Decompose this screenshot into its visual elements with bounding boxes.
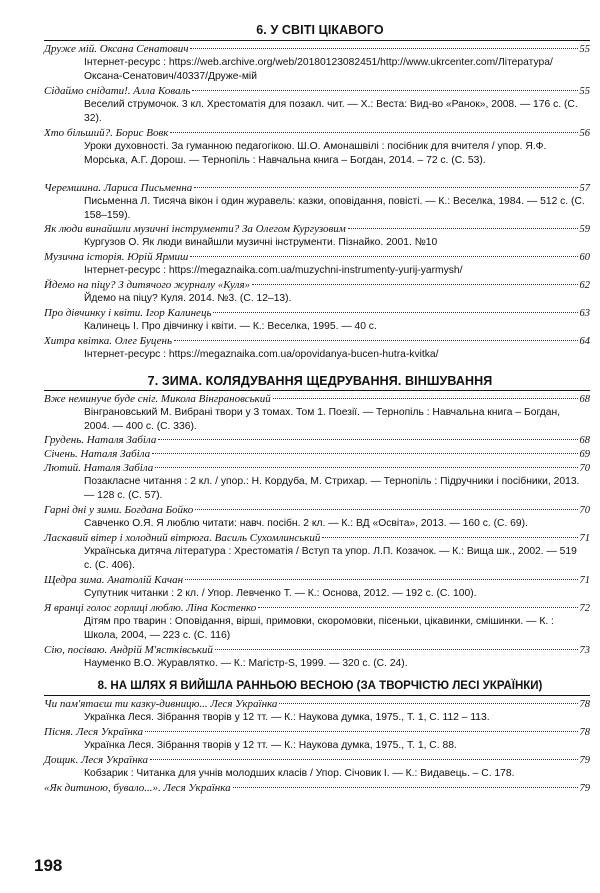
entry-source: Йдемо на піцу? Куля. 2014. №3. (С. 12–13).	[84, 293, 292, 304]
entry-title: Вже неминуче буде сніг. Микола Вінграновський	[44, 393, 271, 405]
entry-source: Дітям про тварин : Оповідання, вірші, примовки, скоромовки, пісеньки, цікавинки, смішинки. — К. : Школа, 2004, — 223 с. (С. 116)	[84, 616, 554, 642]
entry-source: Письменна Л. Тисяча вікон і один журавель: казки, оповідання, повісті. — К.: Веселка, 1984. — 512 с. (С. 158–159).	[84, 196, 585, 222]
toc-entry	[44, 781, 590, 795]
leader-dots	[170, 132, 577, 133]
entry-page: 78	[579, 727, 590, 738]
entry-title: Щедра зима. Анатолій Качан	[44, 574, 184, 586]
toc-entry	[44, 250, 590, 278]
entry-title: Чи пам'ятаєш ти казку-дивницю... Леся Українка	[44, 698, 278, 710]
leader-dots	[273, 398, 578, 399]
entry-page: 63	[579, 308, 590, 319]
toc-entry	[44, 278, 590, 306]
leader-dots	[158, 439, 577, 440]
entry-title: Січень. Наталя Забіла	[44, 448, 151, 460]
leader-dots	[194, 187, 577, 188]
toc-entry	[44, 392, 590, 435]
entry-page: 79	[579, 755, 590, 766]
section-title: 6. У СВІТІ ЦІКАВОГО	[256, 23, 384, 37]
entry-page: 73	[579, 645, 590, 656]
entry-source: Кургузов О. Як люди винайшли музичні інструменти. Пізнайко. 2001. №10	[84, 237, 438, 248]
entry-page: 55	[579, 86, 590, 97]
entry-source: Українська дитяча література : Хрестоматія / Вступ та упор. Л.П. Козачок. — К.: Вища шк., 2002. — 519 с. (С. 406).	[84, 546, 577, 572]
entry-source: Позакласне читання : 2 кл. / упор.: Н. Кордуба, М. Стрихар. — Тернопіль : Підручники і посібники, 2013. — 128 с. (С. 57).	[84, 476, 580, 502]
entry-page: 60	[579, 252, 590, 263]
entry-title: Друже мій. Оксана Сенатович	[44, 43, 189, 55]
leader-dots	[190, 48, 577, 49]
section-divider	[44, 40, 590, 41]
leader-dots	[195, 509, 577, 510]
page-number: 198	[34, 856, 63, 875]
entry-source: Савченко О.Я. Я люблю читати: навч. посібн. 2 кл. — К.: ВД «Освіта», 2013. — 160 с. (С. 69).	[84, 518, 528, 529]
entry-title: Гарні дні у зими. Богдана Бойко	[44, 504, 194, 516]
toc-entry	[44, 531, 590, 574]
entry-title: Грудень. Наталя Забіла	[44, 434, 157, 446]
entry-page: 59	[579, 224, 590, 235]
toc-entry	[44, 503, 590, 531]
entry-page: 62	[579, 280, 590, 291]
toc-entry	[44, 447, 590, 461]
entry-source: Веселий струмочок. 3 кл. Хрестоматія для позакл. чит. — Х.: Веста: Вид-во «Ранок», 2008. — 176 с. (С. 32).	[84, 99, 578, 125]
entry-page: 64	[579, 336, 590, 347]
entry-source: Науменко В.О. Журавлятко. — К.: Магістр-S, 1999. — 320 с. (С. 24).	[84, 658, 408, 669]
entry-source: Українка Леся. Зібрання творів у 12 тт. — К.: Наукова думка, 1975., Т. 1, С. 112 – 113.	[84, 712, 490, 723]
entry-page: 78	[579, 699, 590, 710]
entry-page: 70	[579, 505, 590, 516]
entry-source: Калинець І. Про дівчинку і квіти. — К.: Веселка, 1995. — 40 с.	[84, 321, 377, 332]
section-divider	[44, 695, 590, 696]
leader-dots	[174, 340, 578, 341]
toc-entry	[44, 601, 590, 644]
entry-page: 71	[579, 575, 590, 586]
leader-dots	[233, 787, 578, 788]
entry-source: Інтернет-ресурс : https://megaznaika.com.ua/muzychni-instrumenty-yurij-yarmysh/	[84, 265, 463, 276]
entry-title: Дощик. Леся Українка	[44, 754, 149, 766]
toc-entry	[44, 84, 590, 127]
leader-dots	[213, 312, 577, 313]
section-divider	[44, 390, 590, 391]
leader-dots	[192, 90, 577, 91]
toc-entry	[44, 222, 590, 250]
toc-entry	[44, 643, 590, 671]
entry-title: Черемшина. Лариса Письменна	[44, 182, 193, 194]
entry-title: Йдемо на піцу? З дитячого журналу «Куля»	[44, 279, 251, 291]
entry-title: Лютий. Наталя Забіла	[44, 462, 154, 474]
entry-page: 57	[579, 183, 590, 194]
leader-dots	[322, 537, 577, 538]
entry-title: Хто більший?. Борис Вовк	[44, 127, 169, 139]
entry-source: Супутник читанки : 2 кл. / Упор. Левченко Т. — К.: Основа, 2012. — 192 с. (С. 100).	[84, 588, 477, 599]
entry-page: 72	[579, 603, 590, 614]
entry-page: 69	[579, 449, 590, 460]
entry-source: Уроки духовності. За гуманною педагогікою. Ш.О. Амонашвілі : посібник для вчителя / упор. Я.Ф. Морська, А.Г. Дорош. — Тернопіль : Навчальна книга – Богдан, 2014. – 72 с. (С. 53).	[84, 141, 547, 167]
toc-entry	[44, 573, 590, 601]
toc-entry	[44, 697, 590, 725]
entry-source: Інтернет-ресурс : https://megaznaika.com.ua/opovidanya-bucen-hutra-kvitka/	[84, 349, 439, 360]
leader-dots	[190, 256, 577, 257]
leader-dots	[252, 284, 577, 285]
leader-dots	[150, 759, 577, 760]
entry-title: Як люди винайшли музичні інструменти? За Олегом Кургузовим	[44, 223, 346, 235]
toc-entry	[44, 725, 590, 753]
toc-entry	[44, 181, 590, 224]
entry-title: Сію, посіваю. Андрій М'ястківський	[44, 644, 213, 656]
toc-entry	[44, 433, 590, 447]
toc-entry	[44, 126, 590, 169]
section-title: 8. НА ШЛЯХ Я ВИЙШЛА РАННЬОЮ ВЕСНОЮ (ЗА ТВОРЧІСТЮ ЛЕСІ УКРАЇНКИ)	[97, 680, 543, 692]
leader-dots	[258, 607, 577, 608]
entry-page: 55	[579, 44, 590, 55]
leader-dots	[279, 703, 577, 704]
leader-dots	[155, 467, 577, 468]
entry-page: 68	[579, 394, 590, 405]
entry-page: 68	[579, 435, 590, 446]
entry-title: Ласкавий вітер і холодний вітрюга. Василь Сухомлинський	[44, 532, 321, 544]
leader-dots	[215, 649, 578, 650]
toc-entry	[44, 461, 590, 504]
entry-source: Українка Леся. Зібрання творів у 12 тт. — К.: Наукова думка, 1975., Т. 1, С. 88.	[84, 740, 457, 751]
entry-page: 56	[579, 128, 590, 139]
toc-entry	[44, 306, 590, 334]
section-title: 7. ЗИМА. КОЛЯДУВАННЯ ЩЕДРУВАННЯ. ВІНШУВАННЯ	[147, 374, 493, 388]
entry-source: Кобзарик : Читанка для учнів молодших класів / Упор. Січовик І. — К.: Видавець. – С. 178.	[84, 768, 515, 779]
toc-entry	[44, 334, 590, 362]
entry-title: Про дівчинку і квіти. Ігор Калинець	[44, 307, 212, 319]
entry-title: Я вранці голос горлиці люблю. Ліна Костенко	[44, 602, 257, 614]
entry-page: 79	[579, 783, 590, 794]
entry-title: Пісня. Леся Українка	[44, 726, 144, 738]
entry-title: Сідаймо снідати!. Алла Коваль	[44, 85, 191, 97]
entry-source: Інтернет-ресурс : https://web.archive.org/web/20180123082451/http://www.ukrcenter.com/Література/Оксана-Сенатович/40337/Друже-мій	[84, 57, 553, 83]
leader-dots	[348, 228, 578, 229]
leader-dots	[185, 579, 577, 580]
leader-dots	[152, 453, 577, 454]
entry-title: Музична історія. Юрій Ярмиш	[44, 251, 189, 263]
entry-page: 70	[579, 463, 590, 474]
toc-entry	[44, 753, 590, 781]
entry-page: 71	[579, 533, 590, 544]
entry-title: «Як дитиною, бувало...». Леся Українка	[44, 782, 231, 794]
entry-title: Хитра квітка. Олег Буцень	[44, 335, 172, 347]
toc-entry	[44, 42, 590, 85]
entry-source: Вінграновський М. Вибрані твори у 3 томах. Том 1. Поезії. — Тернопіль : Навчальна книга – Богдан, 2004. — 400 с. (С. 336).	[84, 407, 561, 433]
leader-dots	[145, 731, 577, 732]
